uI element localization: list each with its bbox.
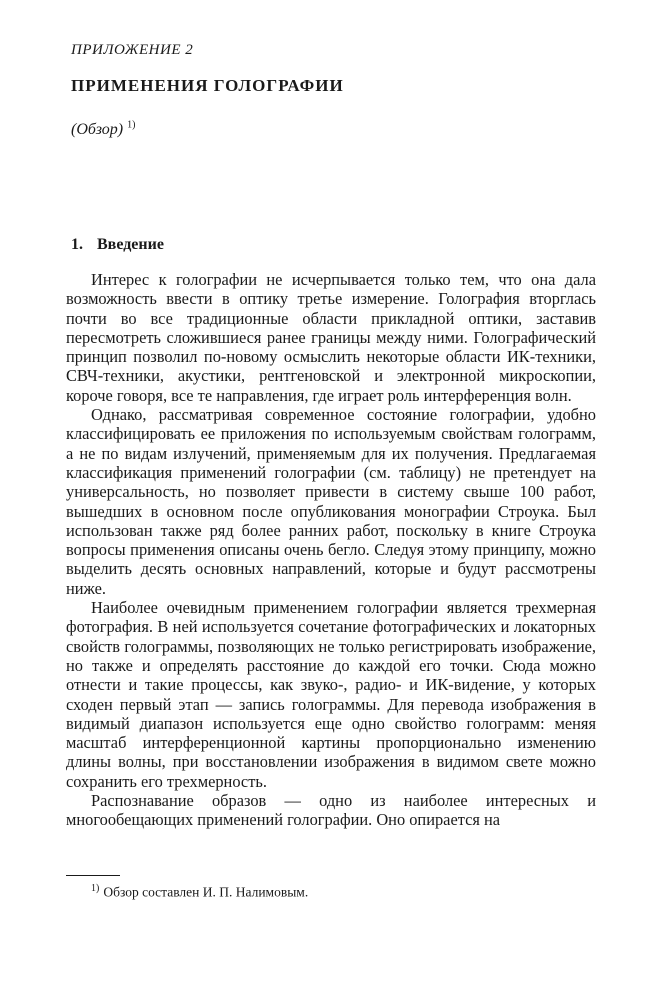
footnote-mark: 1) [91,883,100,894]
paragraph: Однако, рассматривая современное состояние голографии, удобно классифицировать ее приложения по используемым свойствам голограмм, а не по видам излучений, применяемым для их получения. Предлагаемая классификация применений голографии (см. таблицу) не претендует на универсальность, но позволяет привести в систему свыше 100 работ, вышедших в основном после опубликования монографии Строука. Был использован также ряд более ранних работ, поскольку в книге Строука вопросы применения описаны очень бегло. Следуя этому принципу, можно выделить десять основных направлений, которые и будут рассмотрены ниже. [66,405,596,598]
footnote [91,883,308,901]
subtitle [71,121,135,139]
footnote-text: Обзор составлен И. П. Налимовым. [103,884,309,900]
section-title: Введение [97,236,164,253]
appendix-label: ПРИЛОЖЕНИЕ 2 [71,42,194,58]
footnote-reference: 1) [127,119,136,131]
section-number: 1. [71,236,83,253]
paragraph: Наиболее очевидным применением голографии является трехмерная фотография. В ней используется сочетание фотографических и локаторных свойств голограммы, позволяющих не только регистрировать изображение, но также и определять расстояние до каждой его точки. Сюда можно отнести и такие процессы, как звуко-, радио- и ИК-видение, у которых сходен первый этап — запись голограммы. Для перевода изображения в видимый диапазон используется еще одно свойство голограмм: меняя масштаб интерференционной картины пропорционально изменению длины волны, при восстановлении изображения в видимом свете можно сохранить его трехмерность. [66,598,596,791]
page-title: ПРИМЕНЕНИЯ ГОЛОГРАФИИ [71,76,344,95]
section-heading [71,236,164,254]
footnote-divider [66,875,120,876]
subtitle-text: (Обзор) [71,121,124,138]
paragraph: Интерес к голографии не исчерпывается только тем, что она дала возможность ввести в оптику третье измерение. Голография вторглась почти во все традиционные области прикладной оптики, заставив пересмотреть сложившиеся ранее границы между ними. Голографический принцип позволил по-новому осмыслить некоторые области ИК-техники, СВЧ-техники, акустики, рентгеновской и электронной микроскопии, короче говоря, все те направления, где играет роль интерференция волн. [66,270,596,405]
paragraph: Распознавание образов — одно из наиболее интересных и многообещающих применений голографии. Оно опирается на [66,791,596,830]
body-text [66,270,596,830]
